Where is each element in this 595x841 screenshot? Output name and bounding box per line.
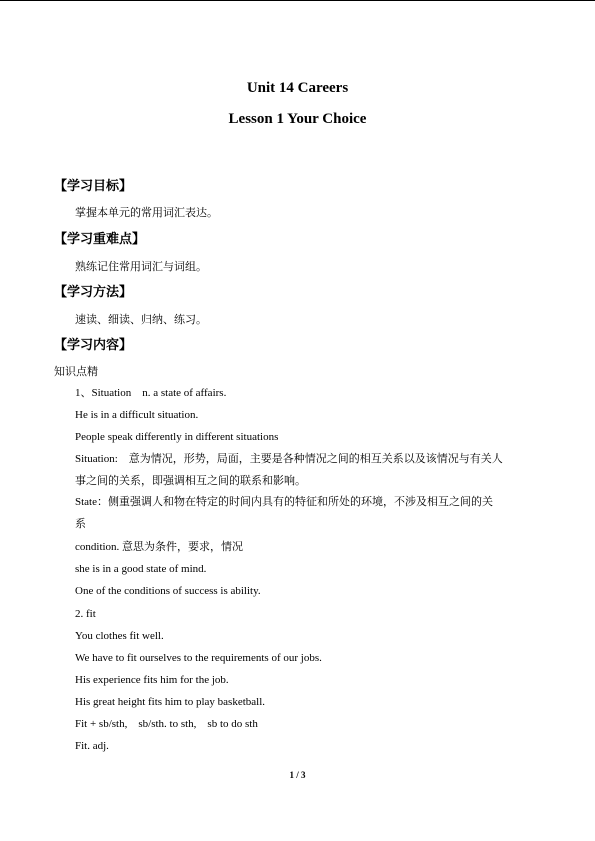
- knowledge-label: 知识点精: [54, 365, 98, 378]
- key-points-text: 熟练记住常用词汇与词组。: [75, 260, 207, 273]
- methods-heading: 【学习方法】: [54, 285, 133, 300]
- content-line: 系: [75, 518, 86, 530]
- content-line: You clothes fit well.: [75, 630, 164, 642]
- content-line: State：侧重强调人和物在特定的时间内具有的特征和所处的环境，不涉及相互之间的关: [75, 496, 493, 508]
- page-subtitle: Lesson 1 Your Choice: [228, 111, 367, 127]
- page-title: Unit 14 Careers: [246, 80, 349, 96]
- content-line: Situation: 意为情况，形势，局面，主要是各种情况之间的相互关系以及该情况与有关人: [75, 453, 503, 465]
- objective-text: 掌握本单元的常用词汇表达。: [75, 206, 218, 219]
- content-line: He is in a difficult situation.: [75, 409, 199, 421]
- content-line: Fit + sb/sth, sb/sth. to sth, sb to do sth: [75, 718, 258, 730]
- content-line: 2. fit: [75, 608, 96, 620]
- content-line: 1、Situation n. a state of affairs.: [75, 387, 227, 399]
- content-line: People speak differently in different situations: [75, 431, 279, 443]
- content-line: condition. 意思为条件，要求，情况: [75, 541, 244, 553]
- objective-heading: 【学习目标】: [54, 179, 133, 194]
- top-border: [0, 0, 595, 1]
- content-heading: 【学习内容】: [54, 338, 133, 353]
- key-points-heading: 【学习重难点】: [54, 232, 146, 247]
- content-line: 事之间的关系，即强调相互之间的联系和影响。: [75, 475, 306, 487]
- content-line: she is in a good state of mind.: [75, 563, 207, 575]
- content-line: Fit. adj.: [75, 740, 109, 752]
- content-line: His great height fits him to play basketball.: [75, 696, 266, 708]
- page-number: 1 / 3: [289, 770, 306, 780]
- methods-text: 速读、细读、归纳、练习。: [75, 313, 207, 326]
- content-line: One of the conditions of success is ability.: [75, 585, 261, 597]
- content-line: We have to fit ourselves to the requirements of our jobs.: [75, 652, 322, 664]
- content-line: His experience fits him for the job.: [75, 674, 229, 686]
